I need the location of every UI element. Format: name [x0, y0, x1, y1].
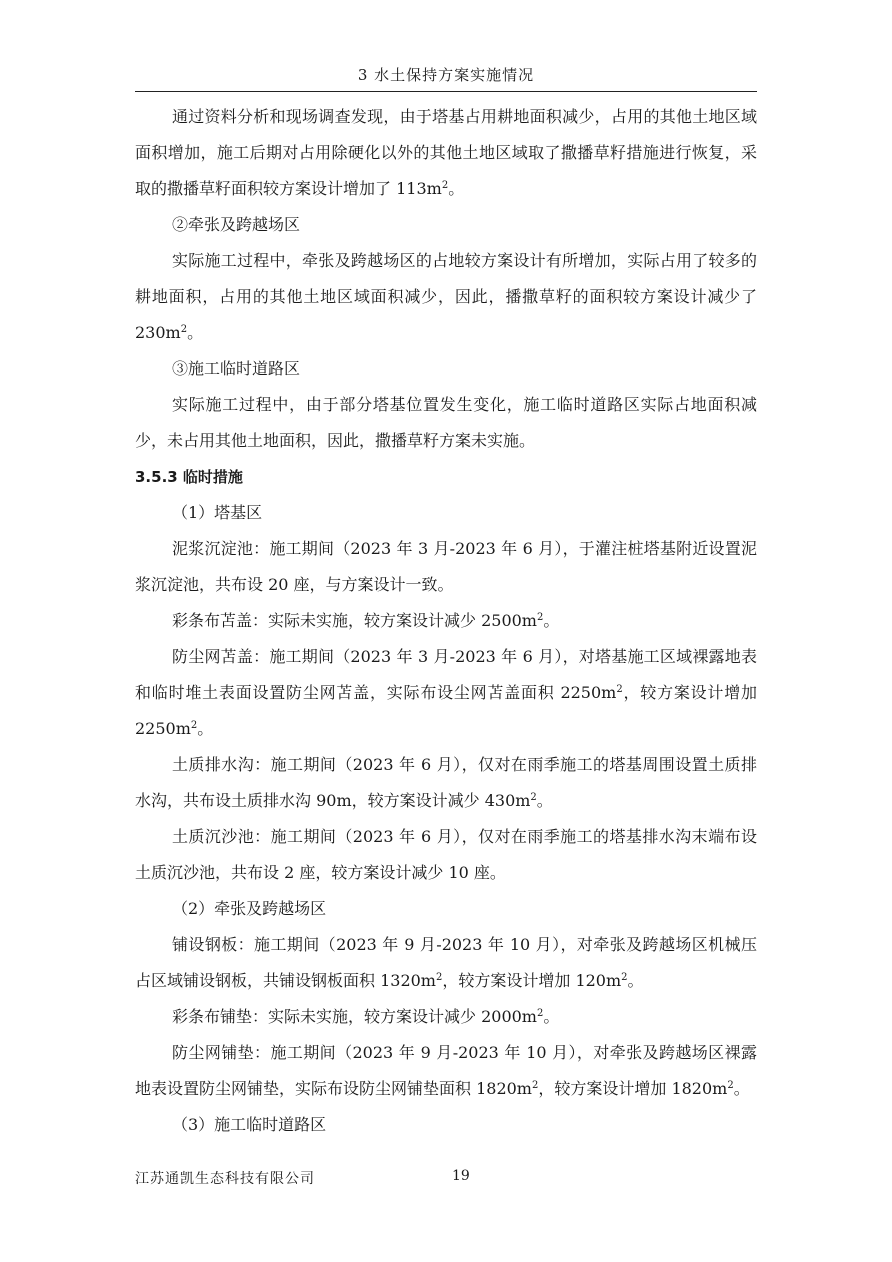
subheading-tension-site: ②牵张及跨越场区 — [172, 215, 301, 234]
paragraph-dust-net-mat — [135, 1035, 757, 1107]
paragraph-end: 。 — [187, 323, 204, 342]
paragraph-text: 土质排水沟：施工期间（2023 年 6 月），仅对在雨季施工的塔基周围设置土质排水沟，共布设土质排水沟 90m，较方案设计减少 430m — [135, 755, 757, 810]
paragraph-dust-net-cover — [135, 639, 757, 747]
paragraph-text: ，较方案设计增加 1820m — [538, 1079, 728, 1098]
superscript-2: 2 — [621, 972, 628, 983]
document-body — [135, 99, 757, 1143]
paragraph-text: ，较方案设计增加 120m — [442, 971, 622, 990]
subheading-tension-area: （2）牵张及跨越场区 — [172, 899, 327, 918]
footer-page-number: 19 — [452, 1168, 470, 1184]
page-header-title: 3 水土保持方案实施情况 — [357, 66, 535, 84]
paragraph-tarp-mat — [135, 999, 757, 1035]
paragraph-text: 彩条布苫盖：实际未实施，较方案设计减少 2500m — [172, 611, 537, 630]
superscript-2: 2 — [616, 684, 623, 695]
paragraph-tarp-cover — [135, 603, 757, 639]
footer-company-name: 江苏通凯生态科技有限公司 — [135, 1171, 315, 1187]
paragraph-end: 。 — [627, 971, 644, 990]
paragraph-end: 。 — [733, 1079, 750, 1098]
paragraph-mud-pond: 泥浆沉淀池：施工期间（2023 年 3 月-2023 年 6 月），于灌注桩塔基附近设置泥浆沉淀池，共布设 20 座，与方案设计一致。 — [135, 539, 757, 594]
superscript-2: 2 — [530, 792, 537, 803]
paragraph-end: 。 — [448, 179, 465, 198]
paragraph-text: 防尘网铺垫：施工期间（2023 年 9 月-2023 年 10 月），对牵张及跨越场区裸露地表设置防尘网铺垫，实际布设防尘网铺垫面积 1820m — [135, 1043, 757, 1098]
superscript-2: 2 — [531, 1080, 539, 1091]
subheading-tower-area: （1）塔基区 — [172, 503, 263, 522]
paragraph-text: 防尘网苫盖：施工期间（2023 年 3 月-2023 年 6 月），对塔基施工区域裸露地表和临时堆土表面设置防尘网苫盖，实际布设尘网苫盖面积 2250m — [135, 647, 757, 702]
paragraph-end: 。 — [543, 611, 560, 630]
paragraph-text: 铺设钢板：施工期间（2023 年 9 月-2023 年 10 月），对牵张及跨越场区机械压占区域铺设钢板，共铺设钢板面积 1320m — [135, 935, 757, 990]
superscript-2: 2 — [536, 1008, 544, 1019]
header-divider — [135, 91, 757, 92]
superscript-2: 2 — [441, 180, 449, 191]
paragraph-steel-plate — [135, 927, 757, 999]
paragraph-text: 通过资料分析和现场调查发现，由于塔基占用耕地面积减少，占用的其他土地区域面积增加，施工后期对占用除硬化以外的其他土地区域取了撒播草籽措施进行恢复，采取的撒播草籽面积较方案设计增加了 113m — [135, 107, 757, 198]
paragraph-end: 。 — [197, 719, 214, 738]
superscript-2: 2 — [190, 720, 198, 731]
paragraph-end: 。 — [536, 791, 553, 810]
superscript-2: 2 — [180, 324, 188, 335]
superscript-2: 2 — [727, 1080, 734, 1091]
paragraph-seeding-tower — [135, 99, 757, 207]
paragraph-sediment-pond: 土质沉沙池：施工期间（2023 年 6 月），仅对在雨季施工的塔基排水沟末端布设土质沉沙池，共布设 2 座，较方案设计减少 10 座。 — [135, 827, 757, 882]
paragraph-drainage-ditch — [135, 747, 757, 819]
paragraph-end: 。 — [543, 1007, 560, 1026]
paragraph-text: ，较方案设计增加 2250m — [135, 683, 757, 738]
superscript-2: 2 — [435, 972, 443, 983]
paragraph-seeding-tension — [135, 243, 757, 351]
superscript-2: 2 — [536, 612, 544, 623]
paragraph-seeding-road: 实际施工过程中，由于部分塔基位置发生变化，施工临时道路区实际占地面积减少，未占用其他土地面积，因此，撒播草籽方案未实施。 — [135, 395, 757, 450]
section-heading-temporary-measures: 3.5.3 临时措施 — [135, 468, 243, 486]
subheading-road-area: （3）施工临时道路区 — [172, 1115, 327, 1134]
paragraph-text: 实际施工过程中，牵张及跨越场区的占地较方案设计有所增加，实际占用了较多的耕地面积，占用的其他土地区域面积减少，因此，播撒草籽的面积较方案设计减少了 230m — [135, 251, 757, 342]
paragraph-text: 彩条布铺垫：实际未实施，较方案设计减少 2000m — [172, 1007, 537, 1026]
subheading-temp-road: ③施工临时道路区 — [172, 359, 301, 378]
